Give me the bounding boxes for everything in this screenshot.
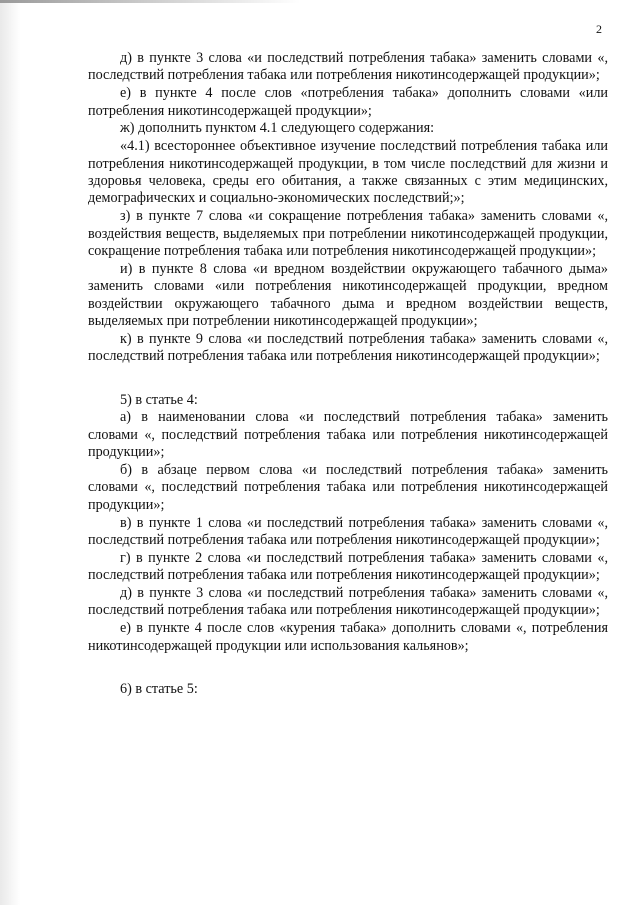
scan-shadow-left bbox=[0, 0, 20, 905]
page-number: 2 bbox=[596, 22, 602, 36]
section-5-item-a: а) в наименовании слова «и последствий потребления табака» заменить словами «, последствий потребления табака или потребления никотинсодержащей продукции»; bbox=[88, 409, 608, 461]
section-5-item-v: в) в пункте 1 слова «и последствий потребления табака» заменить словами «, последствий потребления табака или потребления никотинсодержащей продукции»; bbox=[88, 514, 608, 549]
section-5-heading: 5) в статье 4: bbox=[120, 392, 198, 409]
paragraph-4-1-quote: «4.1) всестороннее объективное изучение последствий потребления табака или потребления никотинсодержащей продукции, в том числе последствий для жизни и здоровья человека, среды его обитания, а также связанных с этим медицинских, демографических и социально-экономических последствий;»; bbox=[88, 138, 608, 207]
paragraph-zh: ж) дополнить пунктом 4.1 следующего содержания: bbox=[120, 120, 435, 137]
section-gap bbox=[88, 366, 608, 392]
section-5-item-g: г) в пункте 2 слова «и последствий потребления табака» заменить словами «, последствий потребления табака или потребления никотинсодержащей продукции»; bbox=[88, 549, 608, 584]
section-5-item-d: д) в пункте 3 слова «и последствий потребления табака» заменить словами «, последствий потребления табака или потребления никотинсодержащей продукции»; bbox=[88, 585, 608, 619]
paragraph-i: и) в пункте 8 слова «и вредном воздействии окружающего табачного дыма» заменить словами «или потребления никотинсодержащей продукции, вредном воздействии окружающего табачного дыма и вредном воздействии веществ, выделяемых при потреблении никотинсодержащей продукции»; bbox=[88, 260, 608, 330]
scan-shadow-top bbox=[0, 0, 300, 3]
document-body bbox=[88, 50, 608, 699]
paragraph-d: д) в пункте 3 слова «и последствий потребления табака» заменить словами «, последствий потребления табака или потребления никотинсодержащей продукции»; bbox=[88, 50, 608, 84]
section-6-heading: 6) в статье 5: bbox=[120, 681, 198, 698]
paragraph-e: е) в пункте 4 после слов «потребления табака» дополнить словами «или потребления никотинсодержащей продукции»; bbox=[88, 85, 608, 119]
paragraph-k: к) в пункте 9 слова «и последствий потребления табака» заменить словами «, последствий потребления табака или потребления никотинсодержащей продукции»; bbox=[88, 330, 608, 365]
section-gap bbox=[88, 655, 608, 681]
section-5-item-e: е) в пункте 4 после слов «курения табака» дополнить словами «, потребления никотинсодержащей продукции или использования кальянов»; bbox=[88, 620, 608, 654]
section-5-item-b: б) в абзаце первом слова «и последствий потребления табака» заменить словами «, последствий потребления табака или потребления никотинсодержащей продукции»; bbox=[88, 462, 608, 513]
paragraph-z: з) в пункте 7 слова «и сокращение потребления табака» заменить словами «, воздействия веществ, выделяемых при потреблении никотинсодержащей продукции, сокращение потребления табака или потребления никотинсодержащей продукции»; bbox=[88, 208, 608, 260]
